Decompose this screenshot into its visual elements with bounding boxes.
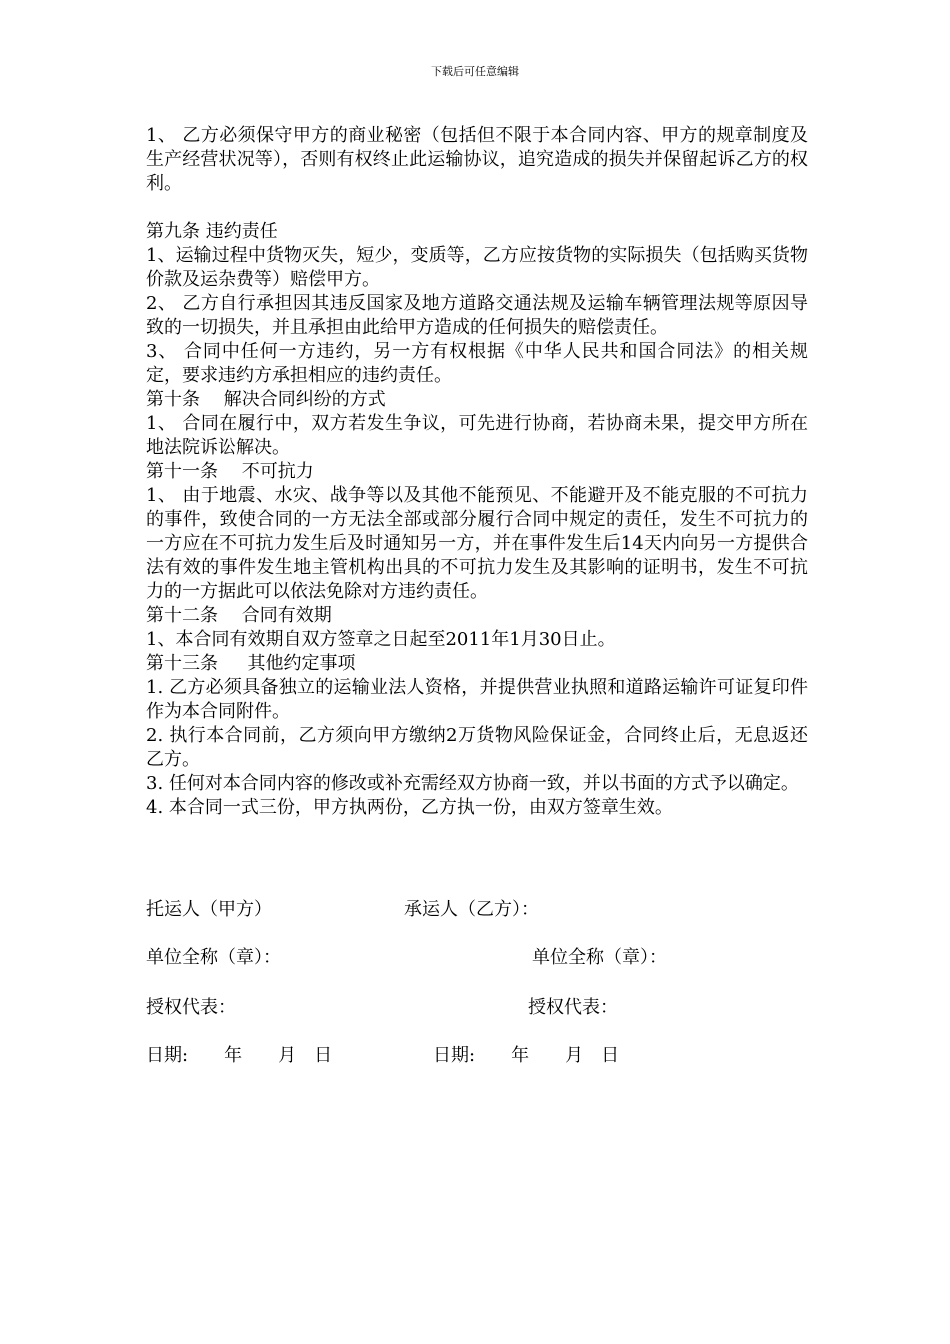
date-right: 日期: 年 月 日 <box>433 1045 620 1066</box>
unit-name-right: 单位全称（章）： <box>532 947 667 968</box>
article-9-heading: 第九条 违约责任 <box>146 221 278 242</box>
signature-row-parties <box>146 897 808 923</box>
unit-name-left: 单位全称（章）： <box>146 947 281 968</box>
article-12-heading: 第十二条 合同有效期 <box>146 605 332 626</box>
article-11-heading: 第十一条 不可抗力 <box>146 461 314 482</box>
article-12-item-1: 1、本合同有效期自双方签章之日起至2011年1月30日止。 <box>146 629 616 650</box>
article-10-item-1: 1、 合同在履行中，双方若发生争议，可先进行协商，若协商未果，提交甲方所在地法院诉讼解决。 <box>146 413 808 458</box>
article-13-item-2: 2. 执行本合同前，乙方须向甲方缴纳2万货物风险保证金，合同终止后，无息返还乙方。 <box>146 725 808 770</box>
article-9-item-1: 1、运输过程中货物灭失，短少，变质等，乙方应按货物的实际损失（包括购买货物价款及运杂费等）赔偿甲方。 <box>146 245 808 290</box>
blank-line <box>146 196 808 220</box>
article-13-heading: 第十三条 其他约定事项 <box>146 653 356 674</box>
signature-row-unit <box>146 945 808 971</box>
signature-row-date <box>146 1043 808 1069</box>
article-11-item-1: 1、 由于地震、水灾、战争等以及其他不能预见、不能避开及不能克服的不可抗力的事件，致使合同的一方无法全部或部分履行合同中规定的责任，发生不可抗力的一方应在不可抗力发生后及时通知另一方，并在事件发生后14天内向另一方提供合法有效的事件发生地主管机构出具的不可抗力发生及其影响的证明书，发生不可抗力的一方据此可以依法免除对方违约责任。 <box>146 485 808 602</box>
contract-body <box>146 124 808 820</box>
rep-left: 授权代表： <box>146 997 236 1018</box>
article-13-item-3: 3. 任何对本合同内容的修改或补充需经双方协商一致，并以书面的方式予以确定。 <box>146 773 799 794</box>
date-left: 日期: 年 月 日 <box>146 1045 333 1066</box>
signature-row-rep <box>146 995 808 1021</box>
clause-confidentiality: 1、 乙方必须保守甲方的商业秘密（包括但不限于本合同内容、甲方的规章制度及生产经营状况等），否则有权终止此运输协议，追究造成的损失并保留起诉乙方的权利。 <box>146 125 808 194</box>
article-9-item-3: 3、 合同中任何一方违约，另一方有权根据《中华人民共和国合同法》的相关规定，要求违约方承担相应的违约责任。 <box>146 341 808 386</box>
carrier-label: 承运人（乙方）： <box>404 899 539 920</box>
article-13-item-1: 1. 乙方必须具备独立的运输业法人资格，并提供营业执照和道路运输许可证复印件作为本合同附件。 <box>146 677 808 722</box>
page-header-note: 下载后可任意编辑 <box>431 65 519 78</box>
article-9-item-2: 2、 乙方自行承担因其违反国家及地方道路交通法规及运输车辆管理法规等原因导致的一切损失，并且承担由此给甲方造成的任何损失的赔偿责任。 <box>146 293 808 338</box>
article-13-item-4: 4. 本合同一式三份，甲方执两份，乙方执一份，由双方签章生效。 <box>146 797 673 818</box>
rep-right: 授权代表： <box>528 997 618 1018</box>
article-10-heading: 第十条 解决合同纠纷的方式 <box>146 389 386 410</box>
shipper-label: 托运人（甲方） <box>146 899 272 920</box>
